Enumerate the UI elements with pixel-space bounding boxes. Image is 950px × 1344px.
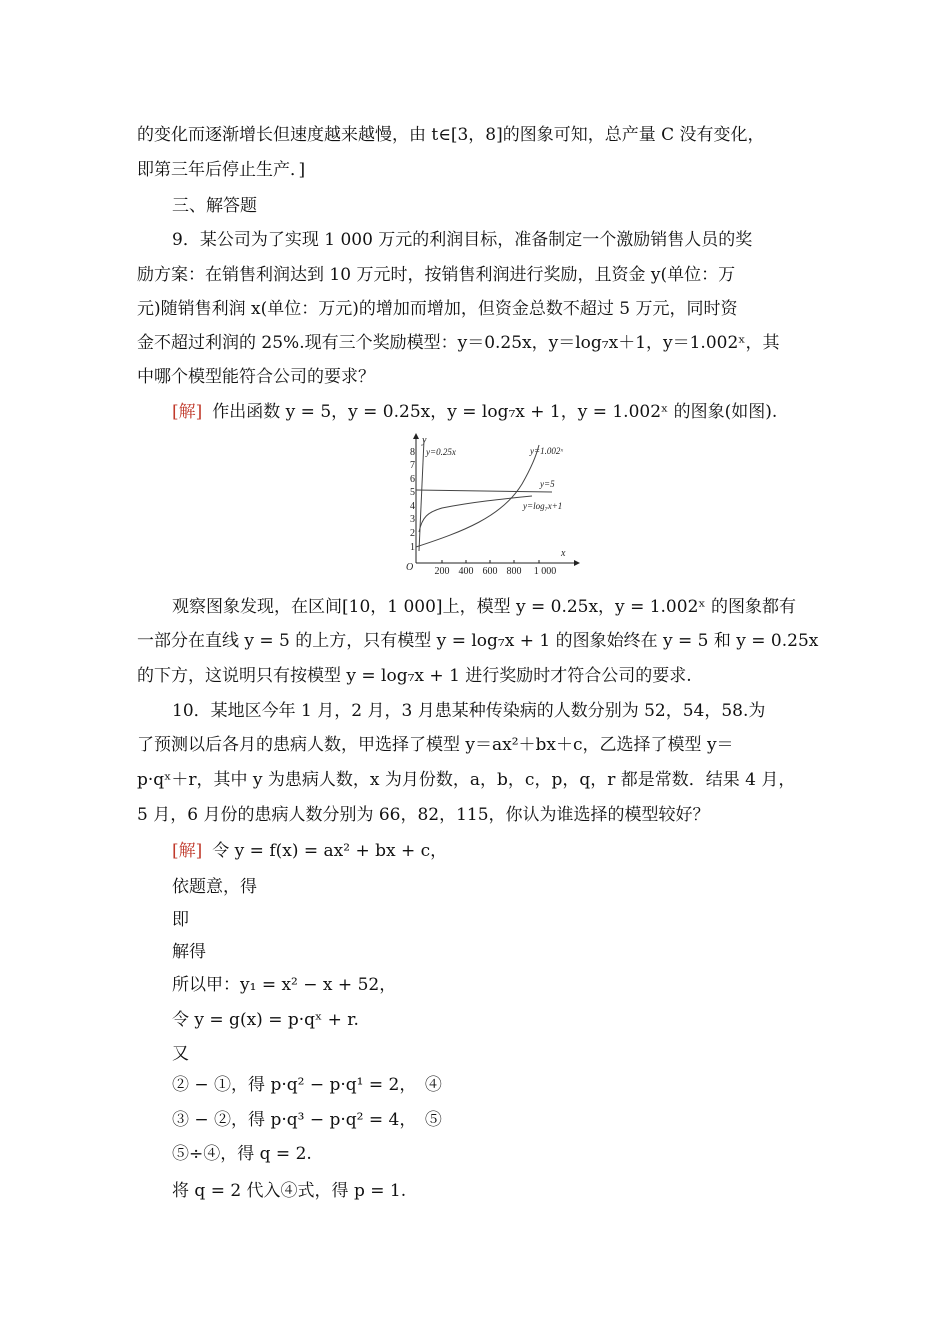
curve-constant [416, 490, 552, 492]
curve-linear [419, 440, 424, 551]
y-tick-1: 1 [410, 542, 415, 553]
solution-step-5: 令 y = g(x) = p·qˣ + r. [172, 1010, 359, 1030]
solution-step-4: 所以甲：y₁ = x² − x + 52， [172, 975, 397, 995]
function-graph [402, 432, 582, 582]
problem-9-line-5: 中哪个模型能符合公司的要求？ [137, 367, 375, 387]
problem-9-line-4: 金不超过利润的 25%.现有三个奖励模型：y＝0.25x，y＝log₇x＋1，y＝1.002ˣ，其 [137, 333, 780, 353]
solution-step-2: 即 [172, 910, 189, 930]
x-tick-1000: 1 000 [533, 566, 557, 577]
y-tick-labels [410, 447, 415, 553]
x-axis-label: x [561, 548, 566, 559]
solution-step-9: ⑤÷④，得 q = 2. [172, 1144, 312, 1164]
problem-10-line-4: 5 月，6 月份的患病人数分别为 66，82，115，你认为谁选择的模型较好？ [137, 805, 710, 825]
solution-10-text: 令 y = f(x) = ax² + bx + c， [212, 841, 448, 861]
problem-9-line-2: 励方案：在销售利润达到 10 万元时，按销售利润进行奖励，且资金 y(单位：万 [137, 265, 736, 285]
problem-10-line-3: p·qˣ＋r，其中 y 为患病人数，x 为月份数，a，b，c，p，q，r 都是常数．结果 4 月， [137, 770, 796, 790]
observation-line-1: 观察图象发现，在区间[10，1 000]上，模型 y = 0.25x，y = 1.002ˣ 的图象都有 [172, 597, 796, 617]
problem-9-line-3: 元)随销售利润 x(单位：万元)的增加而增加，但资金总数不超过 5 万元，同时资 [137, 299, 738, 319]
y-tick-4: 4 [410, 501, 415, 512]
label-log: y=log₇x+1 [523, 501, 563, 511]
x-tick-labels [435, 566, 557, 577]
y-tick-8: 8 [410, 447, 415, 458]
y-tick-2: 2 [410, 528, 415, 539]
x-tick-200: 200 [434, 566, 450, 577]
x-tick-800: 800 [506, 566, 522, 577]
x-axis-arrow [574, 560, 580, 566]
solution-tag: [解] [172, 402, 203, 422]
y-tick-7: 7 [410, 460, 415, 471]
label-exponential: y=1.002ˣ [530, 446, 563, 456]
solution-step-6: 又 [172, 1044, 189, 1064]
solution-step-8: ③ − ②，得 p·q³ − p·q² = 4， ⑤ [172, 1110, 442, 1130]
text-line-1: 的变化而逐渐增长但速度越来越慢，由 t∈[3，8]的图象可知，总产量 C 没有变化， [137, 125, 765, 145]
solution-9-intro [172, 401, 817, 423]
problem-10-line-1: 10．某地区今年 1 月，2 月，3 月患某种传染病的人数分别为 52，54，58.为 [172, 701, 766, 721]
solution-10-intro [172, 840, 817, 862]
problem-9-line-1: 9．某公司为了实现 1 000 万元的利润目标，准备制定一个激励销售人员的奖 [172, 230, 753, 250]
curve-log [419, 496, 532, 532]
solution-step-10: 将 q = 2 代入④式，得 p = 1. [172, 1181, 407, 1201]
x-tick-600: 600 [482, 566, 498, 577]
solution-step-7: ② − ①，得 p·q² − p·q¹ = 2， ④ [172, 1075, 442, 1095]
label-constant: y=5 [540, 479, 555, 489]
text-line-2: 即第三年后停止生产．] [137, 160, 306, 180]
y-axis-label: y [422, 435, 427, 446]
solution-9-text: 作出函数 y = 5，y = 0.25x，y = log₇x + 1，y = 1.002ˣ 的图象(如图). [212, 402, 778, 422]
origin-label: O [406, 562, 414, 573]
label-linear: y=0.25x [426, 447, 456, 457]
section-heading: 三、解答题 [172, 196, 257, 216]
curve-labels [425, 446, 563, 511]
y-tick-5: 5 [410, 487, 415, 498]
solution-tag: [解] [172, 841, 203, 861]
curve-exponential [416, 445, 539, 547]
x-tick-400: 400 [458, 566, 474, 577]
observation-line-3: 的下方，这说明只有按模型 y = log₇x + 1 进行奖励时才符合公司的要求. [137, 666, 692, 686]
y-axis-arrow [413, 433, 419, 439]
problem-10-line-2: 了预测以后各月的患病人数，甲选择了模型 y＝ax²＋bx＋c，乙选择了模型 y＝ [137, 735, 734, 755]
solution-step-3: 解得 [172, 942, 206, 962]
y-tick-6: 6 [410, 474, 415, 485]
solution-step-1: 依题意，得 [172, 877, 257, 897]
y-tick-3: 3 [410, 514, 415, 525]
observation-line-2: 一部分在直线 y = 5 的上方，只有模型 y = log₇x + 1 的图象始终在 y = 5 和 y = 0.25x [137, 631, 819, 651]
